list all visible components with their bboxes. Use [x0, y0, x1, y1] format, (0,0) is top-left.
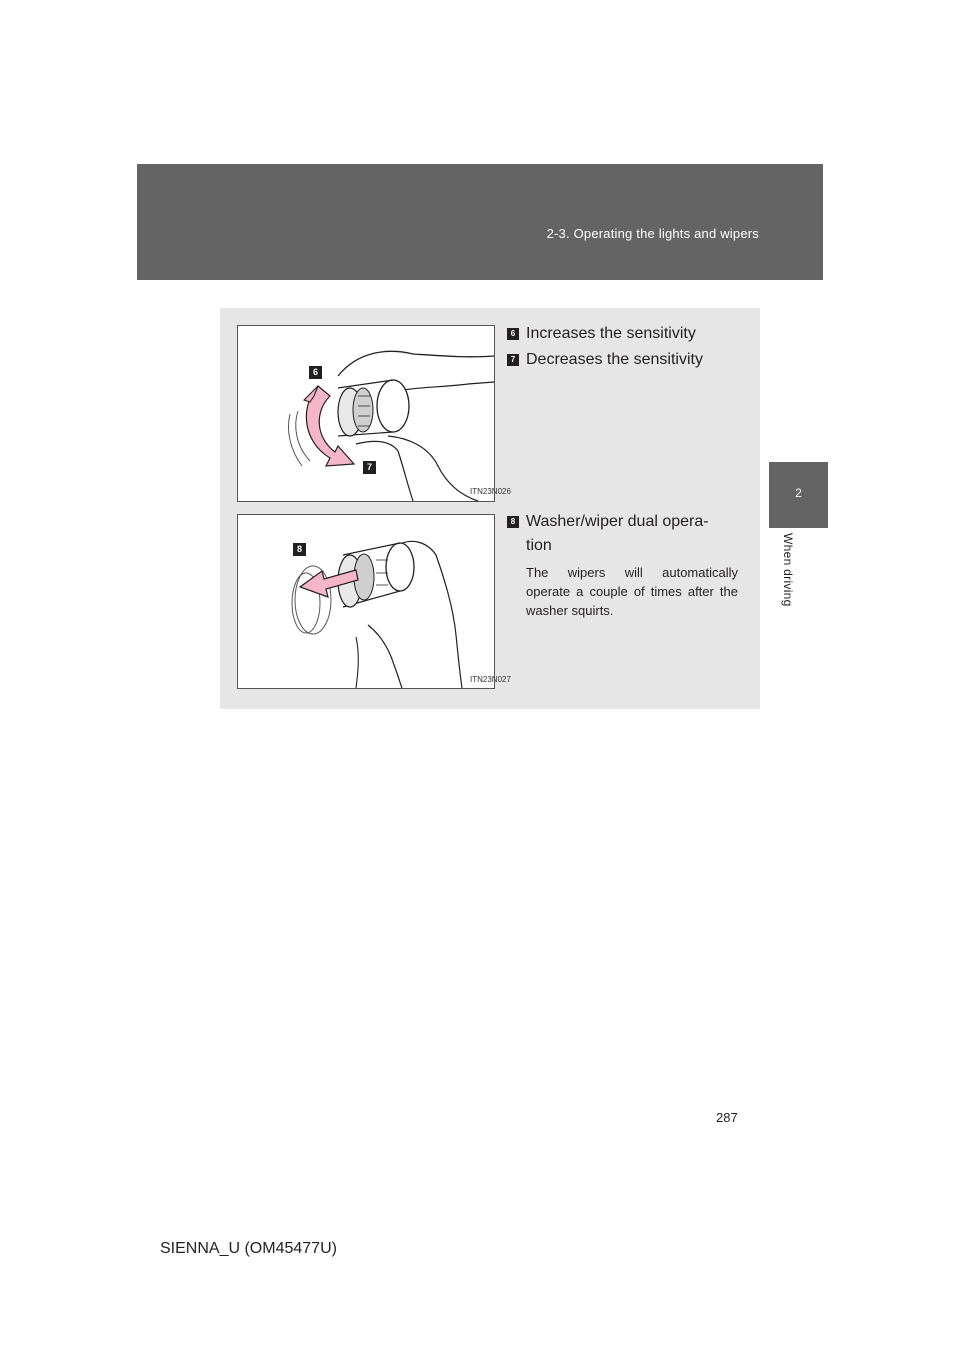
figure-code: ITN23N027	[470, 675, 511, 684]
chapter-tab	[769, 462, 828, 528]
chapter-label: When driving	[781, 533, 795, 607]
wiper-ring-illustration-icon	[238, 326, 511, 501]
figure-label-8: 8	[293, 543, 306, 556]
item-marker: 6	[507, 328, 519, 340]
item-text: Washer/wiper dual opera- tion	[526, 513, 709, 554]
chapter-number: 2	[795, 486, 802, 500]
washer-lever-illustration-icon	[238, 515, 511, 688]
item-marker: 7	[507, 354, 519, 366]
item-washer-dual-operation	[507, 510, 739, 560]
figure-code: ITN23N026	[470, 487, 511, 496]
item-text: Increases the sensitivity	[526, 325, 696, 342]
item-marker: 8	[507, 516, 519, 528]
figure-sensitivity-dial	[237, 325, 511, 502]
figure-label-6: 6	[309, 366, 322, 379]
figure-label-7: 7	[363, 461, 376, 474]
page-number: 287	[716, 1110, 738, 1125]
item-note: The wipers will automatically operate a couple of times after the washer squirts.	[526, 565, 738, 618]
figure-washer-pull	[237, 514, 511, 689]
item-text: Decreases the sensitivity	[526, 351, 703, 368]
manual-model-code: SIENNA_U (OM45477U)	[160, 1240, 337, 1257]
section-header-bar	[137, 164, 823, 280]
section-title: 2-3. Operating the lights and wipers	[546, 226, 759, 241]
